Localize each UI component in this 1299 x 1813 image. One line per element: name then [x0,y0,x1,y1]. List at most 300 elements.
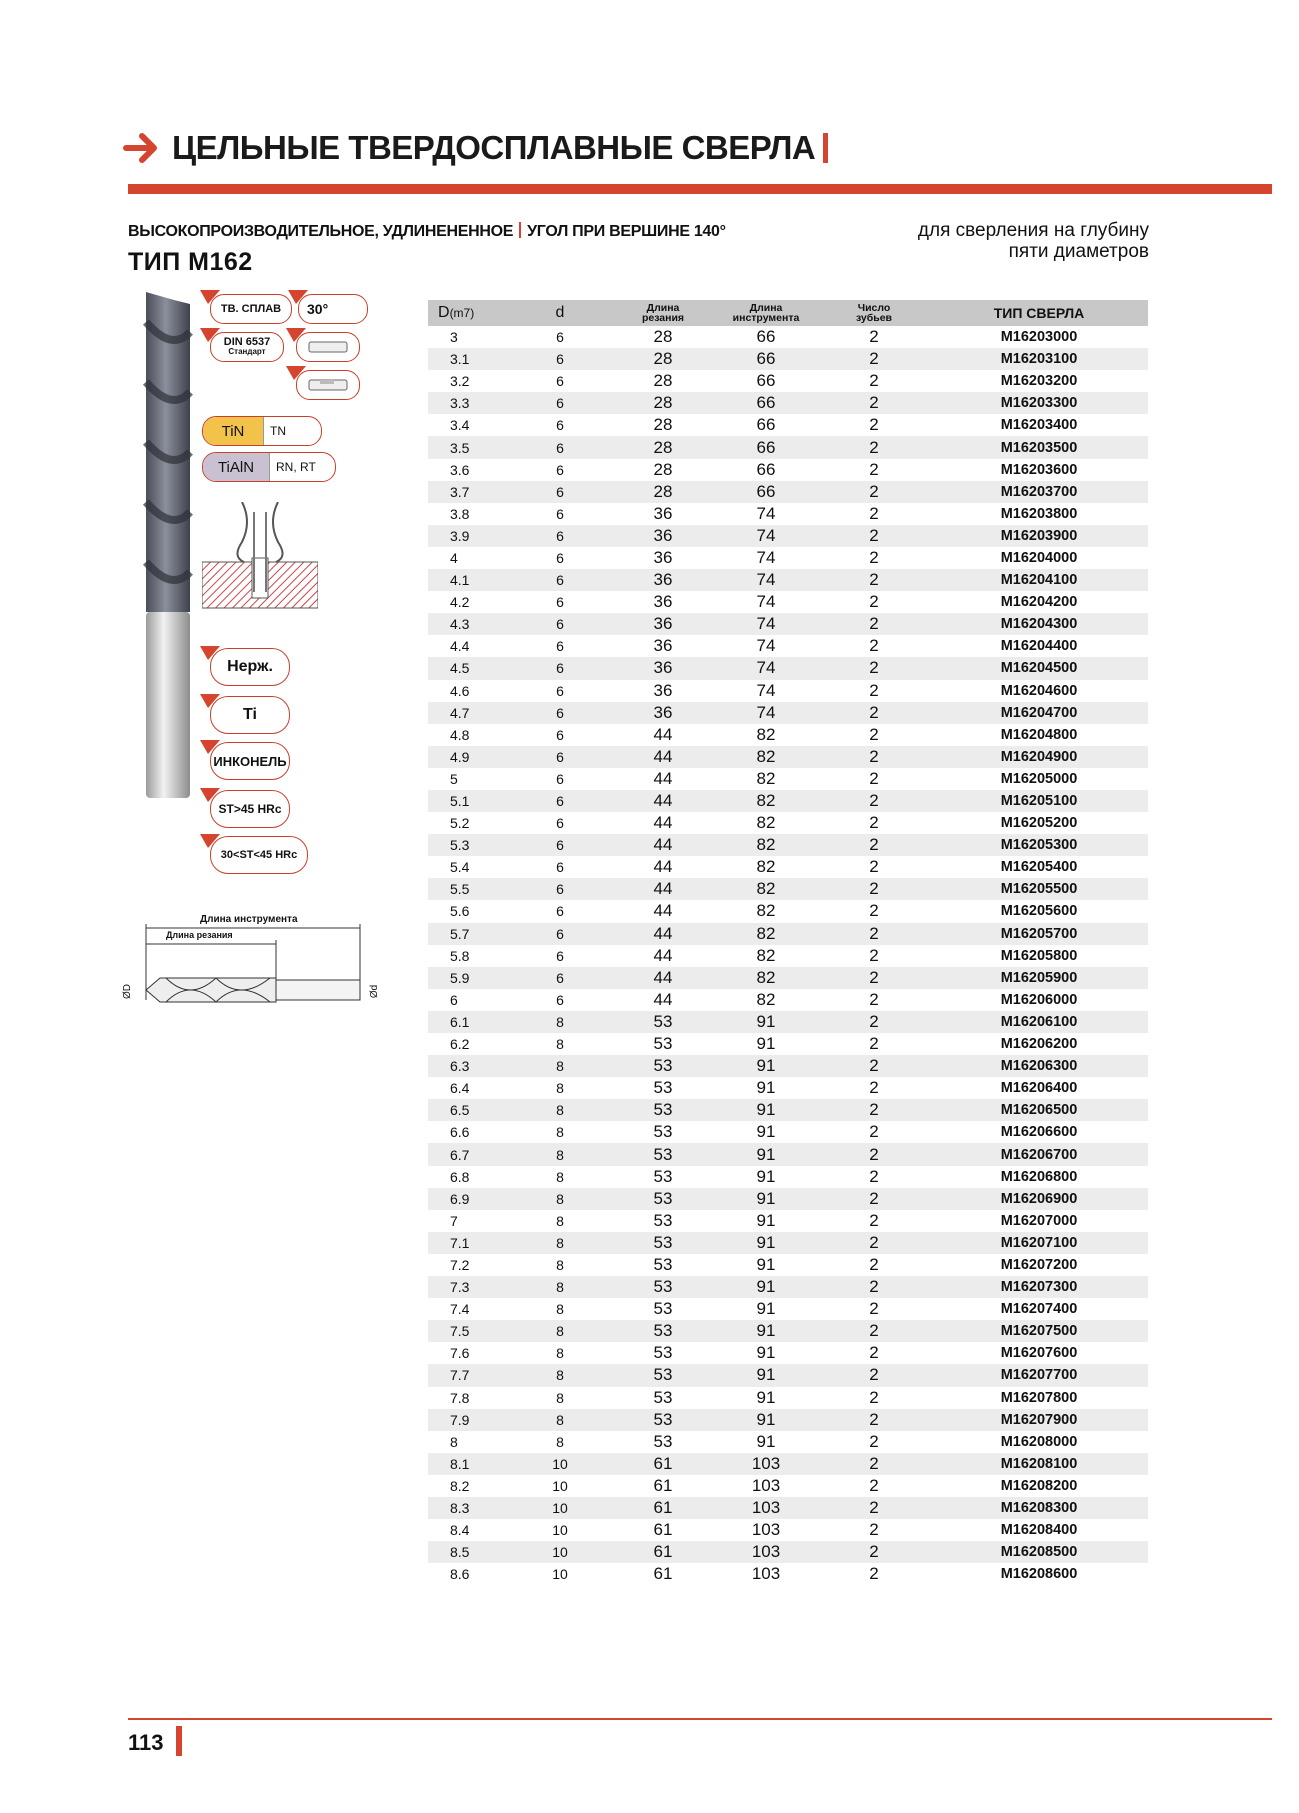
cell-shank: 6 [508,657,612,679]
cell-tool-length: 74 [714,702,818,724]
cell-tool-length: 66 [714,436,818,458]
cell-shank: 8 [508,1011,612,1033]
drill-type-label: ТИП М162 [128,248,253,276]
cell-diameter: 3.2 [428,370,508,392]
cell-drill-type: M16205900 [930,967,1148,989]
cell-drill-type: M16206100 [930,1011,1148,1033]
cell-teeth: 2 [818,1143,930,1165]
cell-shank: 8 [508,1254,612,1276]
drill-image [132,292,202,802]
cell-shank: 6 [508,790,612,812]
cell-drill-type: M16207900 [930,1409,1148,1431]
cell-diameter: 5.7 [428,923,508,945]
cell-teeth: 2 [818,1342,930,1364]
cell-cut-length: 53 [612,1099,714,1121]
cell-drill-type: M16203700 [930,481,1148,503]
header-tool-length: Длина инструмента [714,300,818,326]
cell-teeth: 2 [818,1232,930,1254]
table-row [428,525,1148,547]
cell-cut-length: 61 [612,1497,714,1519]
cell-shank: 8 [508,1033,612,1055]
cell-cut-length: 28 [612,436,714,458]
cell-drill-type: M16203200 [930,370,1148,392]
cell-tool-length: 103 [714,1475,818,1497]
cell-shank: 8 [508,1099,612,1121]
cell-drill-type: M16207100 [930,1232,1148,1254]
cell-cut-length: 53 [612,1364,714,1386]
table-row [428,1033,1148,1055]
cell-drill-type: M16204900 [930,746,1148,768]
cell-drill-type: M16207500 [930,1320,1148,1342]
cell-teeth: 2 [818,724,930,746]
cell-cut-length: 53 [612,1276,714,1298]
cell-teeth: 2 [818,392,930,414]
badge-din-standard: DIN 6537 Стандарт [210,332,284,362]
cell-tool-length: 91 [714,1099,818,1121]
cell-cut-length: 28 [612,459,714,481]
cell-tool-length: 74 [714,657,818,679]
cell-tool-length: 91 [714,1431,818,1453]
cell-diameter: 4 [428,547,508,569]
cell-cut-length: 44 [612,900,714,922]
cell-diameter: 6.6 [428,1121,508,1143]
table-row [428,1475,1148,1497]
cell-diameter: 3.6 [428,459,508,481]
cell-tool-length: 74 [714,591,818,613]
cell-cut-length: 36 [612,525,714,547]
cell-teeth: 2 [818,1475,930,1497]
cell-teeth: 2 [818,1409,930,1431]
cell-drill-type: M16204700 [930,702,1148,724]
cell-tool-length: 74 [714,635,818,657]
cell-tool-length: 74 [714,680,818,702]
cell-tool-length: 74 [714,503,818,525]
cell-teeth: 2 [818,1254,930,1276]
cell-shank: 10 [508,1497,612,1519]
cell-tool-length: 82 [714,790,818,812]
cell-diameter: 3.7 [428,481,508,503]
cell-drill-type: M16206600 [930,1121,1148,1143]
cell-shank: 6 [508,680,612,702]
table-row [428,348,1148,370]
cell-shank: 8 [508,1232,612,1254]
coating-tialn-codes: RN, RT [276,460,316,474]
cell-teeth: 2 [818,967,930,989]
cell-diameter: 6.8 [428,1166,508,1188]
cell-tool-length: 91 [714,1011,818,1033]
cell-drill-type: M16208300 [930,1497,1148,1519]
cell-drill-type: M16206500 [930,1099,1148,1121]
cell-diameter: 5.4 [428,856,508,878]
table-row [428,414,1148,436]
table-row [428,459,1148,481]
cell-tool-length: 82 [714,900,818,922]
cell-teeth: 2 [818,900,930,922]
cell-shank: 6 [508,812,612,834]
cell-teeth: 2 [818,790,930,812]
header-teeth: Число зубьев [818,300,930,326]
material-hardened-steel: ST>45 HRc [210,790,290,828]
cell-teeth: 2 [818,1541,930,1563]
table-row [428,547,1148,569]
cell-shank: 6 [508,768,612,790]
cell-cut-length: 53 [612,1387,714,1409]
cell-teeth: 2 [818,834,930,856]
shank-plain-icon [308,341,348,353]
cell-shank: 8 [508,1431,612,1453]
table-row [428,1298,1148,1320]
material-medium-hard-steel: 30<ST<45 HRc [210,836,308,874]
cell-cut-length: 36 [612,569,714,591]
cell-diameter: 8.2 [428,1475,508,1497]
coating-tin [202,416,322,446]
table-row [428,392,1148,414]
cell-drill-type: M16203500 [930,436,1148,458]
cell-drill-type: M16203800 [930,503,1148,525]
cell-diameter: 7.3 [428,1276,508,1298]
cell-teeth: 2 [818,525,930,547]
depth-note-line2: пяти диаметров [1008,241,1149,262]
table-row [428,1563,1148,1585]
page-title: ЦЕЛЬНЫЕ ТВЕРДОСПЛАВНЫЕ СВЕРЛА [172,128,828,168]
cell-cut-length: 36 [612,635,714,657]
cell-tool-length: 82 [714,967,818,989]
cell-tool-length: 103 [714,1497,818,1519]
cell-drill-type: M16207300 [930,1276,1148,1298]
cell-cut-length: 61 [612,1563,714,1585]
table-row [428,1232,1148,1254]
subtitle-description: ВЫСОКОПРОИЗВОДИТЕЛЬНОЕ, УДЛИНЕНЕННОЕ [128,223,514,240]
cell-diameter: 4.1 [428,569,508,591]
cell-tool-length: 82 [714,945,818,967]
cell-diameter: 8.1 [428,1453,508,1475]
cell-diameter: 3.8 [428,503,508,525]
cell-shank: 6 [508,834,612,856]
cell-shank: 8 [508,1364,612,1386]
cell-teeth: 2 [818,702,930,724]
cell-teeth: 2 [818,1320,930,1342]
total-length-label: Длина инструмента [200,914,298,925]
cell-cut-length: 44 [612,923,714,945]
cell-shank: 8 [508,1409,612,1431]
cell-shank: 6 [508,569,612,591]
cell-tool-length: 91 [714,1077,818,1099]
cell-drill-type: M16205600 [930,900,1148,922]
cell-tool-length: 82 [714,856,818,878]
cell-cut-length: 61 [612,1475,714,1497]
table-row [428,1320,1148,1342]
cell-drill-type: M16205100 [930,790,1148,812]
cell-cut-length: 28 [612,326,714,348]
cell-cut-length: 44 [612,812,714,834]
cell-drill-type: M16205000 [930,768,1148,790]
cell-tool-length: 91 [714,1320,818,1342]
cell-cut-length: 53 [612,1298,714,1320]
cell-diameter: 7.4 [428,1298,508,1320]
table-row [428,1387,1148,1409]
cell-teeth: 2 [818,878,930,900]
header-drill-type: ТИП СВЕРЛА [930,300,1148,326]
page-number-accent-bar [176,1726,182,1756]
cell-tool-length: 74 [714,525,818,547]
cell-shank: 10 [508,1541,612,1563]
cell-diameter: 3.1 [428,348,508,370]
cell-shank: 8 [508,1298,612,1320]
table-row [428,989,1148,1011]
cell-cut-length: 44 [612,724,714,746]
cell-shank: 8 [508,1320,612,1342]
cell-shank: 8 [508,1276,612,1298]
cell-diameter: 8.6 [428,1563,508,1585]
cell-shank: 6 [508,370,612,392]
cell-teeth: 2 [818,1387,930,1409]
cell-tool-length: 91 [714,1166,818,1188]
cell-shank: 8 [508,1387,612,1409]
table-row [428,481,1148,503]
table-row [428,613,1148,635]
depth-note-line1: для сверления на глубину [917,220,1149,241]
cell-teeth: 2 [818,1011,930,1033]
table-row [428,923,1148,945]
table-row [428,370,1148,392]
cell-cut-length: 44 [612,856,714,878]
cell-diameter: 6.2 [428,1033,508,1055]
cell-diameter: 5.9 [428,967,508,989]
outer-diameter-label: ØD [122,984,133,999]
footer-divider [128,1718,1272,1720]
table-row [428,1055,1148,1077]
cell-drill-type: M16208100 [930,1453,1148,1475]
table-row [428,1011,1148,1033]
cell-teeth: 2 [818,1497,930,1519]
cell-diameter: 5 [428,768,508,790]
header-diameter: D(m7) [428,300,508,326]
cell-teeth: 2 [818,591,930,613]
subtitle [128,222,726,241]
cell-tool-length: 91 [714,1342,818,1364]
cell-drill-type: M16203400 [930,414,1148,436]
page-number: 113 [128,1730,164,1755]
table-row [428,1541,1148,1563]
cell-diameter: 5.1 [428,790,508,812]
cell-cut-length: 36 [612,613,714,635]
cell-drill-type: M16205400 [930,856,1148,878]
arrow-right-icon [122,128,162,168]
table-row [428,1143,1148,1165]
cell-teeth: 2 [818,1276,930,1298]
cell-teeth: 2 [818,923,930,945]
cell-drill-type: M16206000 [930,989,1148,1011]
table-row [428,702,1148,724]
cell-shank: 6 [508,945,612,967]
cell-drill-type: M16207000 [930,1210,1148,1232]
cell-cut-length: 44 [612,790,714,812]
cell-shank: 6 [508,989,612,1011]
header-shank-diameter: d [508,300,612,326]
cell-cut-length: 53 [612,1409,714,1431]
table-row [428,878,1148,900]
cell-drill-type: M16208400 [930,1519,1148,1541]
cell-shank: 10 [508,1475,612,1497]
cell-shank: 8 [508,1210,612,1232]
cell-tool-length: 91 [714,1143,818,1165]
cell-teeth: 2 [818,436,930,458]
cell-cut-length: 36 [612,591,714,613]
cell-shank: 6 [508,547,612,569]
cell-drill-type: M16204100 [930,569,1148,591]
cell-cut-length: 53 [612,1431,714,1453]
cell-shank: 8 [508,1055,612,1077]
cell-tool-length: 91 [714,1055,818,1077]
cell-teeth: 2 [818,1099,930,1121]
cell-diameter: 4.8 [428,724,508,746]
cell-diameter: 8 [428,1431,508,1453]
cell-cut-length: 53 [612,1210,714,1232]
cell-diameter: 7 [428,1210,508,1232]
cell-teeth: 2 [818,569,930,591]
table-row [428,1121,1148,1143]
cell-teeth: 2 [818,1364,930,1386]
header-cut-length: Длина резания [612,300,714,326]
cell-cut-length: 53 [612,1166,714,1188]
coating-tialn-name: TiAlN [203,453,270,481]
cell-tool-length: 82 [714,768,818,790]
cell-drill-type: M16208000 [930,1431,1148,1453]
cell-tool-length: 66 [714,481,818,503]
cell-tool-length: 103 [714,1541,818,1563]
cell-tool-length: 91 [714,1276,818,1298]
cell-shank: 10 [508,1519,612,1541]
coating-tin-name: TiN [203,417,264,445]
cell-diameter: 6.5 [428,1099,508,1121]
cell-diameter: 8.5 [428,1541,508,1563]
cell-diameter: 4.3 [428,613,508,635]
table-row [428,680,1148,702]
cell-shank: 6 [508,326,612,348]
cell-cut-length: 28 [612,392,714,414]
cell-teeth: 2 [818,989,930,1011]
cell-drill-type: M16203000 [930,326,1148,348]
drilling-diagram-icon [202,502,318,612]
cell-tool-length: 66 [714,370,818,392]
cell-diameter: 4.6 [428,680,508,702]
cell-tool-length: 82 [714,812,818,834]
cell-drill-type: M16207600 [930,1342,1148,1364]
cell-shank: 8 [508,1166,612,1188]
table-row [428,1342,1148,1364]
coating-tialn [202,452,336,482]
cell-teeth: 2 [818,481,930,503]
cell-cut-length: 44 [612,834,714,856]
cell-drill-type: M16203100 [930,348,1148,370]
cell-tool-length: 91 [714,1364,818,1386]
dimension-diagram [120,900,390,1020]
cell-teeth: 2 [818,459,930,481]
cell-teeth: 2 [818,1298,930,1320]
cell-teeth: 2 [818,768,930,790]
cell-tool-length: 74 [714,613,818,635]
cell-diameter: 5.3 [428,834,508,856]
cell-diameter: 7.5 [428,1320,508,1342]
cell-diameter: 7.6 [428,1342,508,1364]
table-row [428,945,1148,967]
cell-teeth: 2 [818,657,930,679]
cell-diameter: 6 [428,989,508,1011]
cell-cut-length: 53 [612,1055,714,1077]
cell-cut-length: 53 [612,1188,714,1210]
cell-tool-length: 91 [714,1033,818,1055]
cell-tool-length: 82 [714,923,818,945]
material-inconel: ИНКОНЕЛЬ [210,742,290,780]
table-row [428,1497,1148,1519]
cell-diameter: 3 [428,326,508,348]
cell-shank: 6 [508,525,612,547]
cell-tool-length: 91 [714,1188,818,1210]
cell-diameter: 5.6 [428,900,508,922]
table-row [428,657,1148,679]
cell-drill-type: M16208600 [930,1563,1148,1585]
table-row [428,1166,1148,1188]
table-row [428,746,1148,768]
shank-diameter-label: Ød [369,984,381,999]
cell-drill-type: M16205200 [930,812,1148,834]
cell-tool-length: 82 [714,834,818,856]
cell-tool-length: 91 [714,1387,818,1409]
cell-teeth: 2 [818,812,930,834]
cell-tool-length: 91 [714,1210,818,1232]
table-row [428,856,1148,878]
cell-diameter: 4.4 [428,635,508,657]
cell-cut-length: 61 [612,1519,714,1541]
cell-tool-length: 66 [714,348,818,370]
cell-shank: 6 [508,856,612,878]
cell-teeth: 2 [818,746,930,768]
cell-shank: 6 [508,923,612,945]
cell-shank: 6 [508,459,612,481]
cell-tool-length: 91 [714,1409,818,1431]
cell-shank: 6 [508,702,612,724]
table-row [428,326,1148,348]
cell-tool-length: 82 [714,878,818,900]
cell-teeth: 2 [818,326,930,348]
cell-tool-length: 74 [714,569,818,591]
table-row [428,1077,1148,1099]
cell-diameter: 3.5 [428,436,508,458]
cell-drill-type: M16206300 [930,1055,1148,1077]
cell-cut-length: 36 [612,547,714,569]
cell-teeth: 2 [818,680,930,702]
cell-shank: 6 [508,481,612,503]
cell-diameter: 5.8 [428,945,508,967]
cell-drill-type: M16204200 [930,591,1148,613]
cell-shank: 6 [508,967,612,989]
coating-tin-codes: TN [270,424,286,438]
drill-illustration-panel [120,292,430,852]
cell-cut-length: 53 [612,1143,714,1165]
cell-cut-length: 44 [612,989,714,1011]
cell-teeth: 2 [818,1033,930,1055]
cell-teeth: 2 [818,1563,930,1585]
cell-drill-type: M16203300 [930,392,1148,414]
cell-shank: 8 [508,1342,612,1364]
cell-teeth: 2 [818,547,930,569]
cell-shank: 8 [508,1077,612,1099]
shank-flat-icon [308,379,348,391]
table-header-row [428,300,1148,326]
cell-drill-type: M16203900 [930,525,1148,547]
cell-drill-type: M16206900 [930,1188,1148,1210]
cell-shank: 8 [508,1121,612,1143]
